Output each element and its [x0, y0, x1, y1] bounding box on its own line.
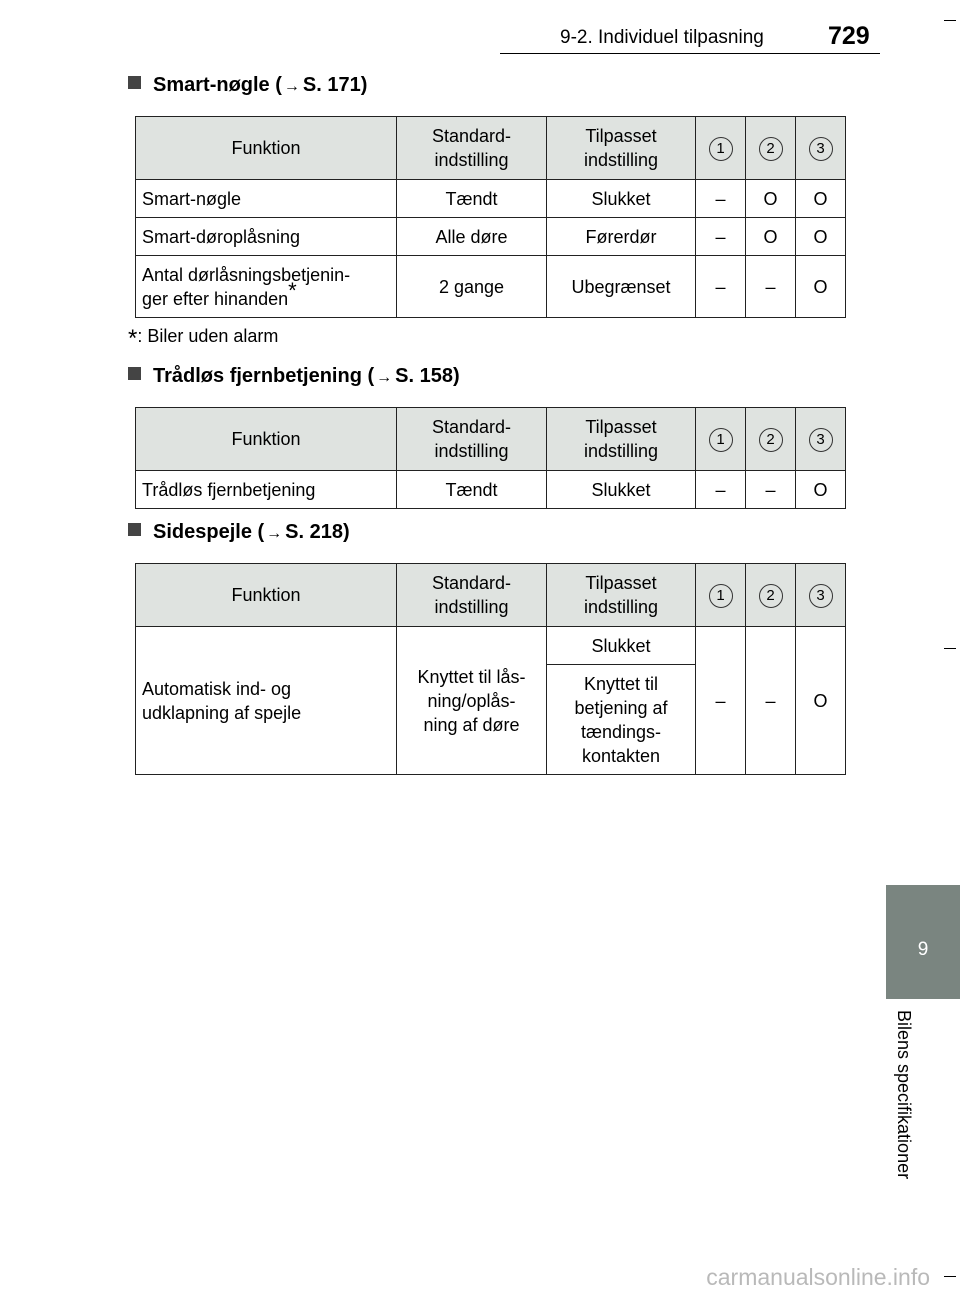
- circled-number-3-icon: 3: [809, 428, 833, 452]
- section-ref: S. 158): [395, 365, 460, 387]
- header-funktion: Funktion: [136, 564, 397, 627]
- cell-c3: O: [796, 218, 846, 256]
- table-header-row: [136, 408, 846, 471]
- cell-c3: O: [796, 471, 846, 509]
- chapter-label: Bilens specifikationer: [894, 1010, 914, 1180]
- header-col-2: [746, 564, 796, 627]
- cell-funktion: Antal dørlåsningsbetjenin- ger efter hinanden*: [136, 256, 397, 318]
- cell-c2: –: [746, 256, 796, 318]
- table-wireless-remote: [135, 407, 846, 509]
- cell-tilpasset: Førerdør: [547, 218, 696, 256]
- footnote-mark: *: [288, 277, 297, 303]
- header-col-1: [696, 564, 746, 627]
- square-bullet-icon: [128, 76, 141, 89]
- watermark: carmanualsonline.info: [706, 1264, 930, 1290]
- cell-tilpasset: Slukket: [547, 471, 696, 509]
- cell-c3: O: [796, 180, 846, 218]
- section-ref: S. 171): [302, 74, 368, 96]
- cell-c3: O: [796, 627, 846, 775]
- header-standard: Standard- indstilling: [397, 408, 547, 471]
- section-title: Sidespejle (: [153, 521, 265, 543]
- cell-c1: –: [696, 218, 746, 256]
- header-tilpasset: Tilpasset indstilling: [547, 408, 696, 471]
- cell-c1: –: [696, 471, 746, 509]
- circled-number-1-icon: 1: [709, 428, 733, 452]
- header-col-1: [696, 117, 746, 180]
- cell-c1: –: [696, 256, 746, 318]
- cell-c2: O: [746, 180, 796, 218]
- cell-standard: Alle døre: [397, 218, 547, 256]
- section-heading-side-mirrors: [128, 521, 350, 544]
- section-title: Smart-nøgle (: [153, 74, 282, 96]
- header-tilpasset: Tilpasset indstilling: [547, 117, 696, 180]
- square-bullet-icon: [128, 367, 141, 380]
- cell-tilpasset-option-2: Knyttet til betjening af tændings- kontakten: [547, 665, 696, 775]
- cell-c2: O: [746, 218, 796, 256]
- table-smart-key: [135, 116, 846, 318]
- cell-funktion: Automatisk ind- og udklapning af spejle: [136, 627, 397, 775]
- cell-funktion: Trådløs fjernbetjening: [136, 471, 397, 509]
- cell-standard: 2 gange: [397, 256, 547, 318]
- header-col-3: [796, 117, 846, 180]
- circled-number-2-icon: 2: [759, 584, 783, 608]
- cell-c1: –: [696, 627, 746, 775]
- crop-mark: [944, 648, 956, 649]
- table-row: [136, 471, 846, 509]
- header-standard: Standard- indstilling: [397, 564, 547, 627]
- section-title: Trådløs fjernbetjening (: [153, 365, 375, 387]
- section-heading-smart-key: [128, 74, 367, 97]
- table-row: [136, 180, 846, 218]
- arrow-right-icon: →: [376, 369, 393, 386]
- header-col-2: [746, 117, 796, 180]
- table-row: [136, 627, 846, 665]
- chapter-tab: [886, 885, 960, 999]
- cell-standard: Tændt: [397, 471, 547, 509]
- arrow-right-icon: →: [283, 78, 300, 95]
- running-header-title: 9-2. Individuel tilpasning: [560, 27, 764, 48]
- square-bullet-icon: [128, 523, 141, 536]
- cell-standard: Knyttet til lås- ning/oplås- ning af døre: [397, 627, 547, 775]
- header-col-2: [746, 408, 796, 471]
- footnote-text: : Biler uden alarm: [137, 326, 279, 346]
- page-number: 729: [828, 22, 870, 50]
- table-row: [136, 218, 846, 256]
- table-header-row: [136, 117, 846, 180]
- cell-funktion: Smart-døroplåsning: [136, 218, 397, 256]
- cell-c2: –: [746, 627, 796, 775]
- header-col-3: [796, 564, 846, 627]
- circled-number-3-icon: 3: [809, 584, 833, 608]
- header-tilpasset: Tilpasset indstilling: [547, 564, 696, 627]
- cell-tilpasset: Slukket: [547, 180, 696, 218]
- footnote: [128, 325, 278, 353]
- crop-mark: [944, 1276, 956, 1277]
- header-standard: Standard- indstilling: [397, 117, 547, 180]
- chapter-number: 9: [917, 939, 929, 960]
- cell-standard: Tændt: [397, 180, 547, 218]
- header-col-3: [796, 408, 846, 471]
- circled-number-1-icon: 1: [709, 137, 733, 161]
- table-header-row: [136, 564, 846, 627]
- circled-number-2-icon: 2: [759, 137, 783, 161]
- crop-mark: [944, 20, 956, 21]
- cell-c3: O: [796, 256, 846, 318]
- cell-c2: –: [746, 471, 796, 509]
- header-funktion: Funktion: [136, 408, 397, 471]
- cell-funktion: Smart-nøgle: [136, 180, 397, 218]
- table-side-mirrors: [135, 563, 846, 775]
- circled-number-2-icon: 2: [759, 428, 783, 452]
- circled-number-3-icon: 3: [809, 137, 833, 161]
- header-funktion: Funktion: [136, 117, 397, 180]
- circled-number-1-icon: 1: [709, 584, 733, 608]
- arrow-right-icon: →: [266, 525, 283, 542]
- header-rule: [500, 53, 880, 54]
- cell-tilpasset-option-1: Slukket: [547, 627, 696, 665]
- header-col-1: [696, 408, 746, 471]
- section-heading-wireless-remote: [128, 365, 460, 388]
- section-ref: S. 218): [285, 521, 350, 543]
- table-row: [136, 256, 846, 318]
- cell-c1: –: [696, 180, 746, 218]
- footnote-mark: *: [128, 325, 138, 352]
- cell-tilpasset: Ubegrænset: [547, 256, 696, 318]
